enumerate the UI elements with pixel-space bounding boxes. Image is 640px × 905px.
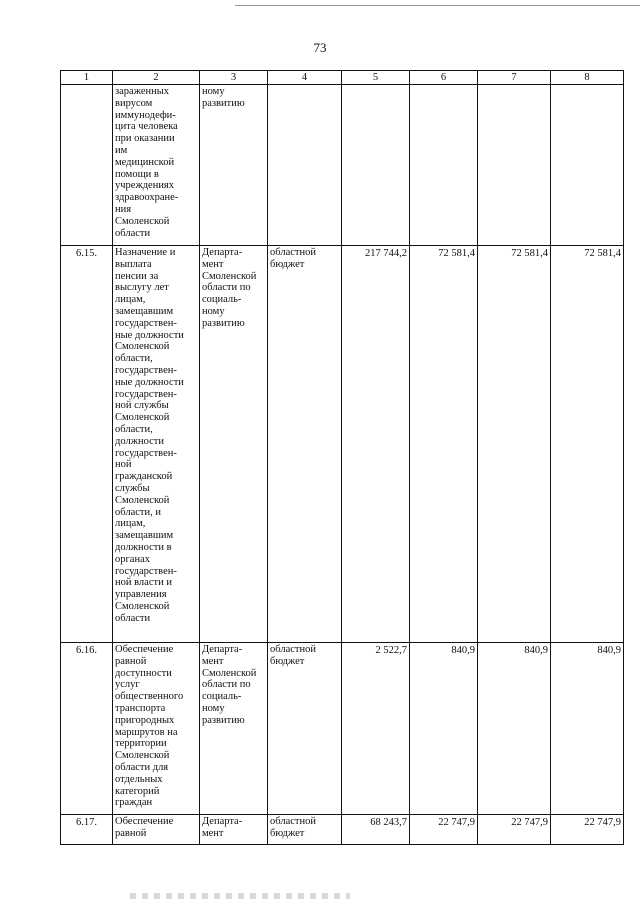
top-rule [235, 5, 640, 6]
funding-source [268, 85, 342, 246]
header-col-6: 6 [410, 71, 478, 85]
header-col-5: 5 [342, 71, 410, 85]
amount-year-3: 840,9 [551, 643, 624, 815]
row-number [61, 85, 113, 246]
amount-total: 2 522,7 [342, 643, 410, 815]
amount-year-1: 22 747,9 [410, 815, 478, 845]
header-col-7: 7 [478, 71, 551, 85]
amount-year-3: 72 581,4 [551, 246, 624, 643]
executor: Департа- мент [200, 815, 268, 845]
scan-artifact [130, 893, 350, 899]
amount-year-3 [551, 85, 624, 246]
amount-total: 217 744,2 [342, 246, 410, 643]
amount-year-1: 72 581,4 [410, 246, 478, 643]
executor: Департа- мент Смоленской области по социаль- ному развитию [200, 643, 268, 815]
funding-source: областной бюджет [268, 815, 342, 845]
amount-total: 68 243,7 [342, 815, 410, 845]
table-row [61, 815, 624, 845]
table-row [61, 643, 624, 815]
row-number: 6.15. [61, 246, 113, 643]
header-col-2: 2 [113, 71, 200, 85]
measure-name: зараженных вирусом иммунодефи- цита человека при оказании им медицинской помощи в учреждениях здравоохране- ния Смоленской области [113, 85, 200, 246]
amount-total [342, 85, 410, 246]
column-number-header [61, 71, 624, 85]
row-number: 6.16. [61, 643, 113, 815]
header-col-1: 1 [61, 71, 113, 85]
amount-year-1: 840,9 [410, 643, 478, 815]
amount-year-2: 840,9 [478, 643, 551, 815]
amount-year-1 [410, 85, 478, 246]
row-number: 6.17. [61, 815, 113, 845]
funding-source: областной бюджет [268, 643, 342, 815]
amount-year-2 [478, 85, 551, 246]
budget-table [60, 70, 624, 845]
measure-name: Назначение и выплата пенсии за выслугу лет лицам, замещавшим государствен- ные должности Смоленской области, государствен- ные должности государствен- ной службы Смоленской области, должности государствен- ной гражданской службы Смоленской области, и лицам, замещавшим должности в органах государствен- ной власти и управления Смоленской области [113, 246, 200, 643]
executor: Департа- мент Смоленской области по социаль- ному развитию [200, 246, 268, 643]
amount-year-3: 22 747,9 [551, 815, 624, 845]
executor: ному развитию [200, 85, 268, 246]
amount-year-2: 22 747,9 [478, 815, 551, 845]
page-number: 73 [313, 40, 327, 55]
measure-name: Обеспечение равной [113, 815, 200, 845]
table-row [61, 85, 624, 246]
header-col-3: 3 [200, 71, 268, 85]
table-row [61, 246, 624, 643]
header-col-8: 8 [551, 71, 624, 85]
amount-year-2: 72 581,4 [478, 246, 551, 643]
measure-name: Обеспечение равной доступности услуг общественного транспорта пригородных маршрутов на территории Смоленской области для отдельных категорий граждан [113, 643, 200, 815]
header-col-4: 4 [268, 71, 342, 85]
funding-source: областной бюджет [268, 246, 342, 643]
